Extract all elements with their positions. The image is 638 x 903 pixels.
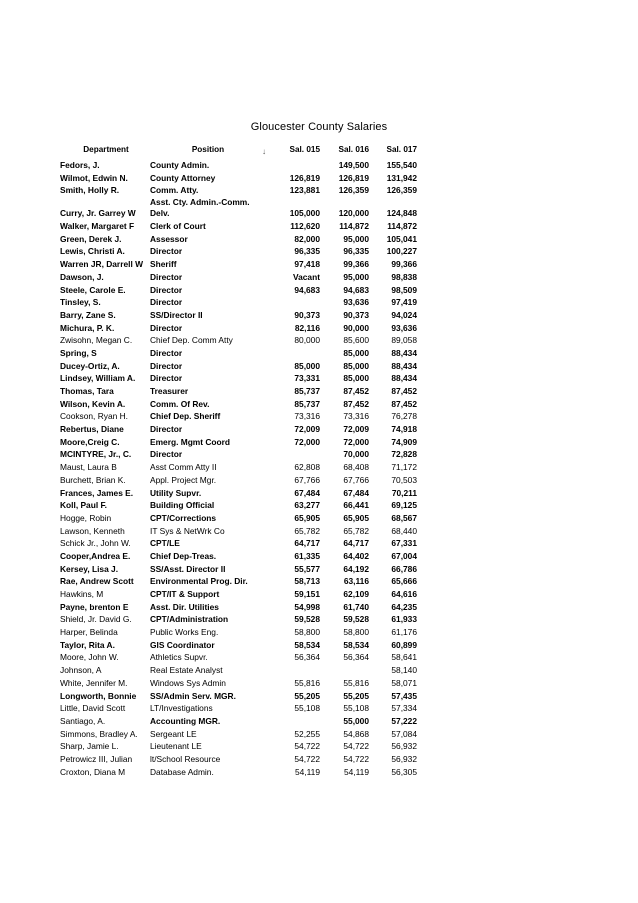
sal-017-cell: 66,786 bbox=[391, 563, 417, 574]
position-cell: Emerg. Mgmt Coord bbox=[150, 436, 231, 447]
sal-016-cell: 85,000 bbox=[343, 373, 369, 384]
position-cell: Sheriff bbox=[150, 259, 177, 270]
sal-015-cell bbox=[264, 448, 320, 461]
position-cell: CPT/Corrections bbox=[150, 512, 217, 523]
sal-017-cell: 60,899 bbox=[391, 639, 417, 650]
table-row bbox=[60, 334, 417, 347]
sal-015-cell: Vacant bbox=[292, 271, 320, 282]
sal-017-cell: 131,942 bbox=[386, 172, 417, 183]
sal-016-cell: 149,500 bbox=[338, 160, 369, 170]
sort-arrow-icon[interactable]: ↓ bbox=[262, 147, 266, 156]
sal-015-cell: 73,316 bbox=[294, 411, 320, 422]
sal-017-cell: 65,666 bbox=[391, 576, 417, 587]
sal-016-cell: 54,868 bbox=[343, 728, 369, 739]
sal-017-cell: 94,024 bbox=[391, 309, 417, 320]
table-row bbox=[60, 766, 417, 779]
sal-015-cell: 96,335 bbox=[294, 246, 320, 257]
sal-015-cell: 58,534 bbox=[294, 639, 320, 650]
sal-015-cell: 105,000 bbox=[289, 208, 320, 219]
sal-017-cell: 68,440 bbox=[391, 525, 417, 536]
sal-017-cell: 64,235 bbox=[391, 601, 417, 612]
sal-016-cell: 58,800 bbox=[343, 627, 369, 638]
table-row bbox=[60, 197, 417, 220]
employee-name-cell: Wilson, Kevin A. bbox=[60, 398, 126, 409]
sal-016-cell: 54,722 bbox=[343, 753, 369, 764]
position-cell: Appl. Project Mgr. bbox=[150, 474, 217, 485]
employee-name-cell: Harper, Belinda bbox=[60, 627, 118, 638]
sal-015-cell: 90,373 bbox=[294, 309, 320, 320]
header-sal-017: Sal. 017 bbox=[386, 145, 417, 154]
employee-name-cell: Thomas, Tara bbox=[60, 386, 114, 396]
employee-name-cell: Moore, John W. bbox=[60, 652, 119, 663]
position-cell: SS/Admin Serv. MGR. bbox=[150, 690, 236, 701]
sal-015-cell: 72,009 bbox=[294, 424, 320, 435]
table-row bbox=[60, 296, 417, 309]
position-cell: Chief Dep-Treas. bbox=[150, 550, 217, 561]
employee-name-cell: Moore,Creig C. bbox=[60, 436, 120, 447]
header-position: Position bbox=[191, 145, 225, 154]
sal-016-cell: 65,905 bbox=[343, 512, 369, 523]
position-cell: lt/School Resource bbox=[150, 753, 221, 764]
employee-name-cell: Cookson, Ryan H. bbox=[60, 411, 128, 422]
sal-016-cell: 70,000 bbox=[343, 449, 369, 460]
position-cell: County Admin. bbox=[150, 160, 210, 170]
employee-name-cell: Hawkins, M bbox=[60, 589, 104, 599]
sal-016-cell: 67,766 bbox=[343, 474, 369, 485]
employee-name-cell: Payne, brenton E bbox=[60, 601, 129, 612]
table-row bbox=[60, 474, 417, 487]
sal-017-cell: 88,434 bbox=[391, 373, 417, 384]
position-cell: Public Works Eng. bbox=[150, 627, 219, 638]
table-row bbox=[60, 309, 417, 322]
sal-015-cell: 80,000 bbox=[294, 335, 320, 346]
table-row bbox=[60, 626, 417, 639]
sal-015-cell bbox=[264, 664, 320, 677]
sal-015-cell: 97,418 bbox=[294, 259, 320, 270]
sal-016-cell: 54,722 bbox=[343, 741, 369, 752]
position-cell: LT/Investigations bbox=[150, 703, 213, 714]
sal-017-cell: 56,932 bbox=[391, 741, 417, 752]
sal-016-cell: 64,192 bbox=[343, 563, 369, 574]
sal-015-cell: 123,881 bbox=[289, 185, 320, 196]
employee-name-cell: Burchett, Brian K. bbox=[60, 474, 126, 485]
employee-name-cell: Barry, Zane S. bbox=[60, 309, 116, 320]
sal-016-cell bbox=[320, 664, 369, 677]
employee-name-cell: Lewis, Christi A. bbox=[60, 246, 125, 257]
sal-017-cell: 98,509 bbox=[391, 284, 417, 295]
employee-name-cell: Tinsley, S. bbox=[60, 297, 101, 308]
sal-017-cell: 58,641 bbox=[391, 652, 417, 663]
sal-016-cell: 90,373 bbox=[343, 309, 369, 320]
employee-name-cell: Sharp, Jamie L. bbox=[60, 741, 119, 752]
sal-017-cell: 89,058 bbox=[391, 335, 417, 346]
sal-015-cell: 58,800 bbox=[294, 627, 320, 638]
employee-name-cell: Zwisohn, Megan C. bbox=[60, 335, 133, 346]
table-body bbox=[60, 159, 417, 778]
sal-015-cell: 82,000 bbox=[294, 233, 320, 244]
table-row bbox=[60, 664, 417, 677]
sal-017-cell: 70,211 bbox=[391, 487, 417, 498]
sal-015-cell: 73,331 bbox=[294, 373, 320, 384]
sal-015-cell: 55,108 bbox=[294, 703, 320, 714]
position-cell: Environmental Prog. Dir. bbox=[150, 576, 248, 587]
sal-016-cell: 55,816 bbox=[343, 677, 369, 688]
sal-015-cell: 65,905 bbox=[294, 512, 320, 523]
table-row bbox=[60, 461, 417, 474]
table-row bbox=[60, 271, 417, 284]
employee-name-cell: Cooper,Andrea E. bbox=[60, 550, 131, 561]
sal-015-cell: 65,782 bbox=[294, 525, 320, 536]
page-title: Gloucester County Salaries bbox=[250, 121, 388, 133]
sal-016-cell: 99,366 bbox=[343, 259, 369, 270]
position-cell: Director bbox=[150, 246, 183, 257]
sal-016-cell: 94,683 bbox=[343, 284, 369, 295]
sal-017-cell: 67,004 bbox=[391, 550, 417, 561]
position-cell: Windows Sys Admin bbox=[150, 677, 226, 688]
table-row bbox=[60, 385, 417, 398]
employee-name-cell: Koll, Paul F. bbox=[60, 500, 107, 511]
position-cell: SS/Asst. Director II bbox=[150, 563, 226, 574]
sal-015-cell: 85,737 bbox=[294, 398, 320, 409]
sal-015-cell: 55,577 bbox=[294, 563, 320, 574]
sal-015-cell: 72,000 bbox=[294, 436, 320, 447]
sal-017-cell: 114,872 bbox=[387, 221, 417, 232]
sal-016-cell: 63,116 bbox=[343, 576, 369, 587]
sal-016-cell: 85,600 bbox=[343, 335, 369, 346]
sal-015-cell bbox=[264, 159, 320, 172]
employee-name-cell: Santiago, A. bbox=[60, 715, 106, 726]
position-cell: Director bbox=[150, 424, 183, 435]
employee-name-cell: Fedors, J. bbox=[60, 160, 100, 170]
sal-016-cell: 96,335 bbox=[343, 246, 369, 257]
sal-017-cell: 61,933 bbox=[391, 614, 417, 625]
employee-name-cell: Steele, Carole E. bbox=[60, 284, 126, 295]
sal-016-cell: 120,000 bbox=[338, 208, 369, 219]
position-cell: Director bbox=[150, 284, 183, 295]
employee-name-cell: Lawson, Kenneth bbox=[60, 525, 125, 536]
table-row bbox=[60, 702, 417, 715]
employee-name-cell: Croxton, Diana M bbox=[60, 766, 126, 777]
position-cell: Sergeant LE bbox=[150, 728, 197, 739]
sal-016-cell: 126,359 bbox=[338, 185, 369, 196]
position-cell: Chief Dep. Comm Atty bbox=[150, 335, 233, 346]
position-cell: Athletics Supvr. bbox=[150, 652, 208, 663]
sal-017-cell: 58,140 bbox=[391, 665, 417, 676]
sal-016-cell: 68,408 bbox=[343, 462, 369, 473]
table-row bbox=[60, 537, 417, 550]
table-row bbox=[60, 499, 417, 512]
position-cell: Director bbox=[150, 347, 183, 358]
sal-015-cell: 112,620 bbox=[290, 221, 320, 232]
position-cell: Treasurer bbox=[150, 386, 189, 396]
sal-015-cell: 126,819 bbox=[289, 172, 320, 183]
position-cell: Asst. Cty. Admin.-Comm. Delv. bbox=[150, 197, 250, 219]
table-row bbox=[60, 322, 417, 335]
sal-016-cell: 95,000 bbox=[343, 233, 369, 244]
sal-016-cell: 85,000 bbox=[343, 347, 369, 358]
sal-016-cell: 93,636 bbox=[343, 297, 369, 308]
sal-016-cell: 64,717 bbox=[343, 538, 369, 549]
sal-016-cell: 85,000 bbox=[343, 360, 369, 371]
sal-017-cell: 57,435 bbox=[391, 690, 417, 701]
sal-017-cell: 126,359 bbox=[386, 185, 417, 196]
employee-name-cell: Walker, Margaret F bbox=[60, 221, 135, 232]
sal-017-cell: 72,828 bbox=[391, 449, 417, 460]
table-row bbox=[60, 172, 417, 185]
table-row bbox=[60, 423, 417, 436]
position-cell: Chief Dep. Sheriff bbox=[150, 411, 221, 422]
position-cell: Comm. Of Rev. bbox=[150, 398, 210, 409]
employee-name-cell: Maust, Laura B bbox=[60, 462, 117, 473]
sal-017-cell: 70,503 bbox=[391, 474, 417, 485]
sal-015-cell: 52,255 bbox=[294, 728, 320, 739]
table-row bbox=[60, 651, 417, 664]
sal-015-cell: 58,713 bbox=[294, 576, 320, 587]
sal-017-cell: 155,540 bbox=[386, 160, 417, 170]
position-cell: Director bbox=[150, 271, 183, 282]
sal-016-cell: 61,740 bbox=[343, 601, 369, 612]
sal-016-cell: 87,452 bbox=[343, 386, 369, 396]
table-row bbox=[60, 448, 417, 461]
sal-017-cell: 69,125 bbox=[391, 500, 417, 511]
position-cell: County Attorney bbox=[150, 172, 216, 183]
employee-name-cell: Kersey, Lisa J. bbox=[60, 563, 119, 574]
employee-name-cell: Michura, P. K. bbox=[60, 322, 115, 333]
sal-017-cell: 57,334 bbox=[391, 703, 417, 714]
sal-017-cell: 93,636 bbox=[391, 322, 417, 333]
table-row bbox=[60, 372, 417, 385]
sal-016-cell: 87,452 bbox=[343, 398, 369, 409]
sal-017-cell: 56,932 bbox=[391, 753, 417, 764]
sal-015-cell: 85,000 bbox=[294, 360, 320, 371]
sal-016-cell: 58,534 bbox=[343, 639, 369, 650]
header-sal-015: Sal. 015 bbox=[289, 145, 320, 154]
sal-015-cell: 94,683 bbox=[294, 284, 320, 295]
sal-017-cell: 88,434 bbox=[391, 347, 417, 358]
table-row bbox=[60, 613, 417, 626]
sal-017-cell: 64,616 bbox=[391, 589, 417, 599]
employee-name-cell: Johnson, A bbox=[60, 665, 102, 676]
position-cell: Comm. Atty. bbox=[150, 185, 199, 196]
employee-name-cell: Warren JR, Darrell W bbox=[60, 259, 143, 270]
sal-015-cell bbox=[264, 347, 320, 360]
position-cell: Director bbox=[150, 373, 183, 384]
table-header bbox=[60, 144, 417, 159]
sal-015-cell: 62,808 bbox=[294, 462, 320, 473]
position-cell: CPT/LE bbox=[150, 538, 180, 549]
sal-016-cell: 95,000 bbox=[343, 271, 369, 282]
position-cell: Accounting MGR. bbox=[150, 715, 221, 726]
employee-name-cell: Lindsey, William A. bbox=[60, 373, 136, 384]
employee-name-cell: MCINTYRE, Jr., C. bbox=[60, 449, 132, 460]
table-row bbox=[60, 563, 417, 576]
sal-016-cell: 56,364 bbox=[343, 652, 369, 663]
sal-016-cell: 73,316 bbox=[343, 411, 369, 422]
sal-015-cell: 64,717 bbox=[294, 538, 320, 549]
table-row bbox=[60, 601, 417, 614]
sal-017-cell: 105,041 bbox=[386, 233, 417, 244]
sal-017-cell: 58,071 bbox=[391, 677, 417, 688]
employee-name-cell: Shield, Jr. David G. bbox=[60, 614, 132, 625]
sal-016-cell: 62,109 bbox=[343, 589, 369, 599]
employee-name-cell: Ducey-Ortiz, A. bbox=[60, 360, 120, 371]
sal-017-cell: 57,222 bbox=[391, 715, 417, 726]
position-cell: CPT/IT & Support bbox=[150, 589, 220, 599]
table-row bbox=[60, 245, 417, 258]
sal-015-cell: 54,722 bbox=[294, 741, 320, 752]
sal-016-cell: 90,000 bbox=[343, 322, 369, 333]
employee-name-cell: Smith, Holly R. bbox=[60, 185, 120, 196]
sal-015-cell: 55,205 bbox=[294, 690, 320, 701]
sal-015-cell: 59,151 bbox=[294, 589, 320, 599]
table-row bbox=[60, 410, 417, 423]
sal-017-cell: 76,278 bbox=[391, 411, 417, 422]
employee-name-cell: Longworth, Bonnie bbox=[60, 690, 137, 701]
table-row bbox=[60, 753, 417, 766]
table-row bbox=[60, 258, 417, 271]
employee-name-cell: Rebertus, Diane bbox=[60, 424, 124, 435]
position-cell: Asst. Dir. Utilities bbox=[150, 601, 219, 612]
employee-name-cell: Wilmot, Edwin N. bbox=[60, 172, 128, 183]
position-cell: Director bbox=[150, 297, 183, 308]
position-cell: Asst Comm Atty II bbox=[150, 462, 217, 473]
employee-name-cell: Schick Jr., John W. bbox=[60, 538, 131, 549]
position-cell: Director bbox=[150, 449, 183, 460]
sal-017-cell: 87,452 bbox=[391, 398, 417, 409]
table-row bbox=[60, 487, 417, 500]
sal-016-cell: 72,000 bbox=[343, 436, 369, 447]
sal-015-cell: 82,116 bbox=[294, 322, 320, 333]
sal-015-cell: 67,766 bbox=[294, 474, 320, 485]
table-row bbox=[60, 347, 417, 360]
position-cell: SS/Director II bbox=[150, 309, 203, 320]
table-row bbox=[60, 715, 417, 728]
position-cell: Real Estate Analyst bbox=[150, 665, 223, 676]
sal-015-cell: 63,277 bbox=[294, 500, 320, 511]
sal-015-cell: 55,816 bbox=[294, 677, 320, 688]
employee-name-cell: Simmons, Bradley A. bbox=[60, 728, 138, 739]
table-row bbox=[60, 728, 417, 741]
sal-016-cell: 72,009 bbox=[343, 424, 369, 435]
sal-015-cell: 61,335 bbox=[294, 550, 320, 561]
sal-017-cell: 67,331 bbox=[391, 538, 417, 549]
position-cell: CPT/Administration bbox=[150, 614, 229, 625]
position-cell: Clerk of Court bbox=[150, 221, 206, 232]
employee-name-cell: Dawson, J. bbox=[60, 271, 104, 282]
sal-016-cell: 55,000 bbox=[343, 715, 369, 726]
sal-015-cell bbox=[264, 296, 320, 309]
position-cell: IT Sys & NetWrk Co bbox=[150, 525, 225, 536]
table-row bbox=[60, 690, 417, 703]
sal-017-cell: 57,084 bbox=[391, 728, 417, 739]
employee-name-cell: Rae, Andrew Scott bbox=[60, 576, 134, 587]
table-row bbox=[60, 184, 417, 197]
table-row bbox=[60, 677, 417, 690]
sal-017-cell: 124,848 bbox=[386, 208, 417, 219]
position-cell: Assessor bbox=[150, 233, 188, 244]
position-cell: Utility Supvr. bbox=[150, 487, 202, 498]
sal-016-cell: 59,528 bbox=[343, 614, 369, 625]
salary-table bbox=[60, 144, 417, 778]
employee-name-cell: Spring, S bbox=[60, 347, 97, 358]
position-cell: Director bbox=[150, 360, 183, 371]
position-cell: Database Admin. bbox=[150, 766, 214, 777]
employee-name-cell: White, Jennifer M. bbox=[60, 677, 128, 688]
position-cell: GIS Coordinator bbox=[150, 639, 215, 650]
sal-017-cell: 97,419 bbox=[391, 297, 417, 308]
employee-name-cell: Taylor, Rita A. bbox=[60, 639, 115, 650]
table-row bbox=[60, 159, 417, 172]
employee-name-cell: Green, Derek J. bbox=[60, 233, 122, 244]
table-row bbox=[60, 398, 417, 411]
table-row bbox=[60, 512, 417, 525]
sal-015-cell: 54,722 bbox=[294, 753, 320, 764]
sal-016-cell: 67,484 bbox=[343, 487, 369, 498]
sal-015-cell: 54,119 bbox=[295, 766, 320, 777]
sal-016-cell: 65,782 bbox=[343, 525, 369, 536]
sal-016-cell: 64,402 bbox=[343, 550, 369, 561]
table-row bbox=[60, 740, 417, 753]
employee-name-cell: Curry, Jr. Garrey W bbox=[60, 208, 136, 219]
table-row bbox=[60, 233, 417, 246]
table-row bbox=[60, 436, 417, 449]
sal-016-cell: 55,205 bbox=[343, 690, 369, 701]
sal-015-cell: 54,998 bbox=[294, 601, 320, 612]
sal-017-cell: 88,434 bbox=[391, 360, 417, 371]
sal-017-cell: 74,918 bbox=[391, 424, 417, 435]
sal-015-cell: 67,484 bbox=[294, 487, 320, 498]
position-cell: Building Official bbox=[150, 500, 215, 511]
sal-017-cell: 98,838 bbox=[391, 271, 417, 282]
table-row bbox=[60, 220, 417, 233]
table-row bbox=[60, 525, 417, 538]
position-cell: Lieutenant LE bbox=[150, 741, 202, 752]
sal-015-cell: 56,364 bbox=[294, 652, 320, 663]
header-department: Department bbox=[83, 145, 129, 154]
sal-016-cell: 66,441 bbox=[343, 500, 369, 511]
employee-name-cell: Hogge, Robin bbox=[60, 512, 112, 523]
sal-017-cell: 56,305 bbox=[391, 766, 417, 777]
sal-017-cell: 71,172 bbox=[391, 462, 417, 473]
employee-name-cell: Little, David Scott bbox=[60, 703, 126, 714]
table-row bbox=[60, 588, 417, 601]
sal-017-cell: 74,909 bbox=[391, 436, 417, 447]
table-row bbox=[60, 639, 417, 652]
sal-016-cell: 54,119 bbox=[344, 766, 369, 777]
sal-016-cell: 126,819 bbox=[338, 172, 369, 183]
sal-017-cell: 61,176 bbox=[391, 627, 417, 638]
position-cell: Director bbox=[150, 322, 183, 333]
header-sal-016: Sal. 016 bbox=[338, 145, 369, 154]
employee-name-cell: Frances, James E. bbox=[60, 487, 134, 498]
sal-017-cell: 87,452 bbox=[391, 386, 417, 396]
table-row bbox=[60, 284, 417, 297]
sal-015-cell bbox=[264, 715, 320, 728]
table-row bbox=[60, 575, 417, 588]
table-row bbox=[60, 550, 417, 563]
sal-016-cell: 55,108 bbox=[343, 703, 369, 714]
sal-017-cell: 99,366 bbox=[391, 259, 417, 270]
sal-015-cell: 85,737 bbox=[294, 386, 320, 396]
sal-016-cell: 114,872 bbox=[339, 221, 369, 232]
sal-015-cell: 59,528 bbox=[294, 614, 320, 625]
employee-name-cell: Petrowicz III, Julian bbox=[60, 753, 133, 764]
sal-017-cell: 100,227 bbox=[386, 246, 417, 257]
sal-017-cell: 68,567 bbox=[391, 512, 417, 523]
table-row bbox=[60, 360, 417, 373]
